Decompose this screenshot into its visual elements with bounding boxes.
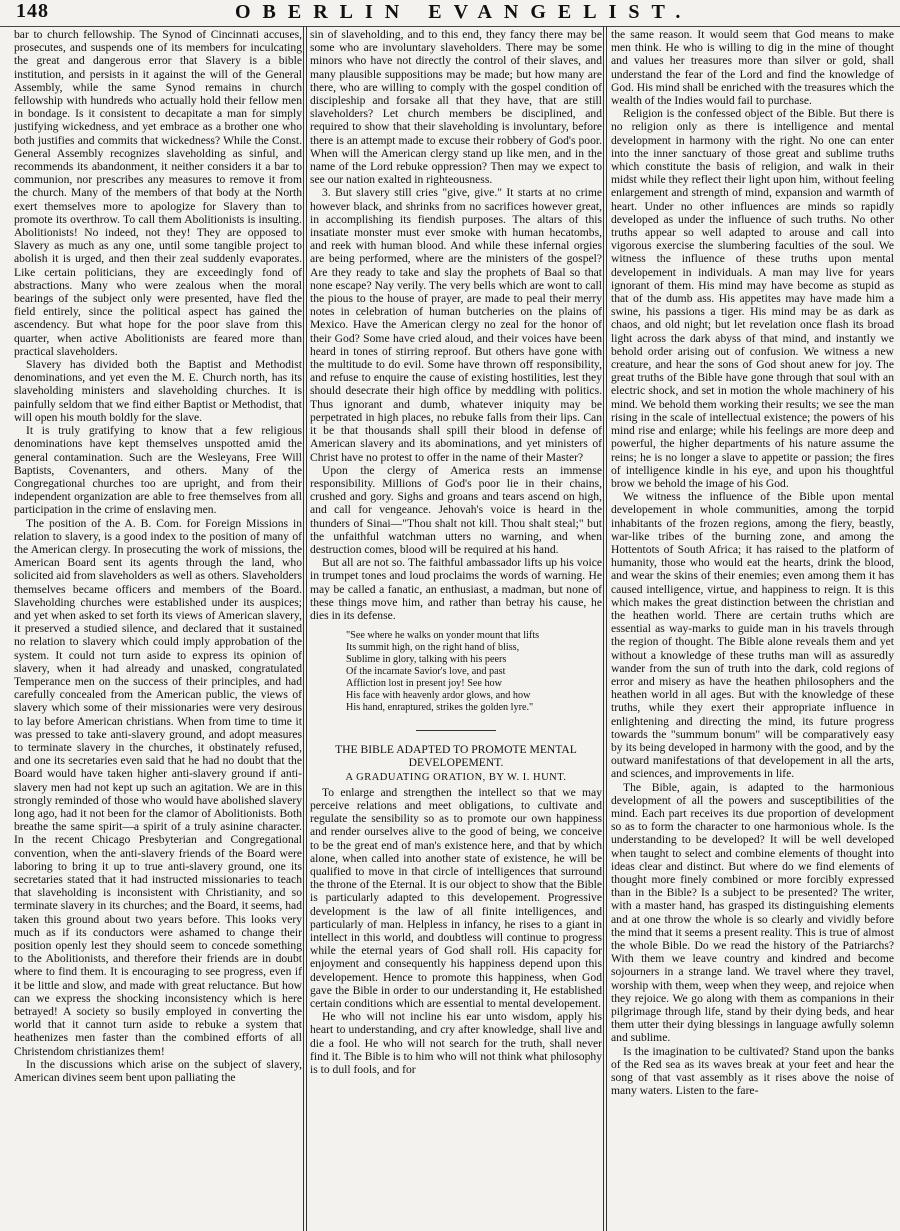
column-3 [611, 28, 894, 1228]
paragraph: The Bible, again, is adapted to the harmonious development of all the powers and susceptibilities of the mind. Each part receives its due proportion of development so as to form the character to one harmonious whole. Is the understanding to be developed? It will be well developed when taught to select and combine elements of thought into ideas clear and distinct. But where do we find elements of thought more finely combined or more forcibly expressed than in the Bible? Is a subject to be presented? The writer, with a master hand, has grasped its distinguishing elements and at one throw the whole is so clearly and vividly before the mind that it seems a present reality. This is true of almost the whole Bible. Do we read the history of the Patriarchs? With them we leave country and kindred and become sojourners in a strange land. We travel where they travel, worship with them, weep when they weep, and rejoice when they rejoice. We go along with them as companions in their pilgrimage through life, stand by their dying beds, and hear them utter their dying blessings in language awfully solemn and sublime. [611, 780, 894, 1045]
paragraph: Slavery has divided both the Baptist and Methodist denominations, and yet even the M. E. Church north, has its slaveholding ministers and slaveholding churches. It is painfully seldom that we find either Baptist or Methodist, that will open his mouth boldly for the slave. [14, 358, 302, 424]
paragraph: sin of slaveholding, and to this end, they fancy there may be some who are involuntary slaveholders. There may be some minors who have not directly the control of their slaves, and many plausible suppositions may be made; but how many are there, who are willing to comply with the gospel condition of discipleship and forsake all that they have, that are still slaveholders? Let church members be disciplined, and required to show that their slaveholding is involuntary, before there is an attempt made to excuse their robbery of God's poor. When will the American clergy stand up like men, and in the name of the Lord rebuke oppression? Then may we expect to see our nation exalted in righteousness. [310, 28, 602, 187]
paragraph: the same reason. It would seem that God means to make men think. He who is willing to dig in the mine of thought and values her treasures more than silver or gold, shall understand the fear of the Lord and find the knowledge of God. His mind shall be enriched with the treasures which the wealth of the Indies would fail to purchase. [611, 28, 894, 108]
paragraph: 3. But slavery still cries "give, give." It starts at no crime however black, and shrinks from no sacrifices however great, in accomplishing its fiendish purposes. The altars of this insatiate monster must ever smoke with human hecatombs, and reek with human blood. And while these infernal orgies are being performed, where are the ministers of the gospel? Are they ready to take and slay the prophets of Baal so that none escape? Nay verily. The very bells which are wont to call the pious to the house of prayer, are made to peal their merry notes in celebration of human butcheries on the plains of Mexico. Have the American clergy no zeal for the honor of their God? Some have cried aloud, and their voices have been heard in tones of stirring reproof. But others have gone with the multitude to do evil. Some have thrown off responsibility, and refuse to enquire the cause of existing hostilities, lest they should desecrate their high office by meddling with politics. Thus ignorant and dumb, whatever iniquity may be perpetrated in high places, no rebuke falls from their lips. Can it be that thousands shall spill their blood in defense of American slavery and its abominations, and yet ministers of Christ have no protest to offer in the name of their Master? [310, 186, 602, 464]
column-rule [606, 26, 607, 1231]
paragraph: Upon the clergy of America rests an immense responsibility. Millions of God's poor lie in their chains, crushed and gory. Sighs and groans and tears ascend on high, and call for vengeance. Jehovah's voice is heard in the thunders of Sinai—"Thou shalt not kill. Thou shalt steal;" but the unfaithful watchman utters no warning, and when destruction comes, blood will be required at his hand. [310, 463, 602, 556]
paragraph: He who will not incline his ear unto wisdom, apply his heart to understanding, and cry after knowledge, shall live and die a fool. He who will not search for the truth, shall never find it. The Bible is to him who will not think what philosophy is to dull fools, and for [310, 1010, 602, 1077]
poem-line: Of the incarnate Savior's love, and past [346, 666, 506, 678]
column-rule [303, 26, 304, 1231]
paragraph: It is truly gratifying to know that a few religious denominations have kept themselves unspotted amid the general contamination. Such are the Wesleyans, Free Will Baptists, Covenanters, and others. Many of the Congregational churches too are upright, and from their independent organization are able to free themselves from all participation in the crime of enslaving men. [14, 424, 302, 517]
masthead [0, 0, 900, 27]
newspaper-title: OBERLIN EVANGELIST. [235, 1, 693, 23]
poem-line: Sublime in glory, talking with his peers [346, 654, 507, 666]
paragraph: To enlarge and strengthen the intellect so that we may perceive relations and meet obligations, to cultivate and regulate the sensibility so as to promote our own happiness and render ourselves alive to the good of being, we conceive to be the great end of man's existence here, and that by which alone, when called into another state of existence, he will be qualified to move in that circle of intelligences that surround the throne of the Eternal. It is our object to show that the Bible is particularly adapted to this developement. Progressive development is the law of all finite intelligences, and particularly of man. Helpless in infancy, he rises to a giant in intellect in this world, and doubtless will continue to progress while the eternal years of God shall roll. His capacity for enjoyment and consequently his happiness depend upon this developement. Hence to promote this happiness, when God gave the Bible in order to our understanding it, He established certain conditions which are essential to mental developement. [310, 785, 602, 1010]
column-rule [603, 26, 604, 1231]
paragraph: bar to church fellowship. The Synod of Cincinnati accuses, prosecutes, and suspends one of its members for inculcating the great and dangerous error that Slavery is a bible institution, and persists in it against the will of the General Assembly, while the same Synod remains in church fellowship with hundreds who actually hold their fellow men in bondage. Is it consistent to decapitate a man for simply justifying wickedness, and yet embrace as a brother one who both justifies and commits that wickedness? While the Const. General Assembly recognizes slaveholding as sinful, and recommends its abandonment, it neither considers it a bar to communion, nor prescribes any measures to remove it from the church. Many of the members of that body at the North exert themselves more to apologize for Slavery than to promote its overthrow. To call them Abolitionists is insulting. Abolitionists! No indeed, not they! They are opposed to Slavery as much as any one, until some tangible project to abolish it is urged, and then their zeal suddenly evaporates. Like certain politicians, they are exceedingly fond of abstractions. Many who were zealous when the moral bearings of the subject only were presented, have fled the field entirely, since the political aspect has gained the ascendency. But what hope for the poor slave from this quarter, when active Abolitionists are feared more than practical slaveholders. [14, 28, 302, 358]
paragraph: Religion is the confessed object of the Bible. But there is no religion only as there is intelligence and mental development in harmony with the right. No one can enter into the inner sanctuary of those great and sublime truths which constitute the basis of religion, and walk in their midst while they reflect their light upon him, without feeling enlargement and strength of mind, expansion and warmth of heart. Under no other influences are minds so rapidly developed as under the influence of such truths. No other truths appear so well adapted to arouse and call into vigorous exercise the slumbering faculties of the soul. We witness the influence of these truths upon mental developement in individuals. A man may live for years ignorant of them. His mind may have become as stupid as that of the dumb ass. His appetites may have made him a swine, his passions a tiger. His mind may be as dark as chaos, and old night; but let revelation once flash its broad light across the dark abyss of that mind, and instantly we behold order arising out of confusion. We witness a new creature, and hear the sons of God shout anew for joy. The great truths of the Bible have gone through that soul with an electric shock, and set in motion the whole machinery of his mind. We behold them working their results; we see the man rising in the scale of intellectual existence; the powers of his mind rise and enlarge; while his feelings are more deep and powerful, the higher departments of his nature assume the reins; he is no longer a slave to appetite or passion; the fires of intelligence kindle in his eye, and upon his thoughtful brow we behold the image of his God. [611, 107, 894, 490]
section-divider [416, 730, 496, 731]
poem-line: Affliction lost in present joy! See how [346, 678, 502, 690]
article-title: THE BIBLE ADAPTED TO PROMOTE MENTAL DEVELOPEMENT. [335, 743, 577, 770]
paragraph: We witness the influence of the Bible upon mental developement in whole communities, among the torpid inhabitants of the frozen regions, among the fiery, beastly, war-like tribes of the burning zone, and among the Hottentots of South Africa; it has raised to the platform of humanity, those who would eat the hearts, drink the blood, and wear the skins of their enemies; even among them it has caused intelligence, virtue, and happiness to reign. It is this which makes the great distinction between the christian and the heathen world. There are certain truths which are essential as way-marks to guide man in his travels through the region of thought. The Bible alone reveals them and yet without a knowledge of these truths man will as assuredly wander from the sun of truth into the dark, cold regions of error and misery as have the heathen philosophers and the heathen world in all ages. But with the knowledge of these truths, while they exert their appropriate influence in enlightening and directing the mind, its future progress towards the "summum bonum" will be comparatively easy by its being developed in harmony with the good, and by the outward manifestations of that developement in all the arts, and sciences, and improvements in life. [611, 490, 894, 781]
column-rule [306, 26, 307, 1231]
column-2 [310, 28, 602, 1228]
column-1 [14, 28, 302, 1228]
paragraph: Is the imagination to be cultivated? Stand upon the banks of the Red sea as its waves break at your feet and hear the song of that vast assembly as it rises above the noise of many waters. Listen to the fare- [611, 1044, 894, 1098]
page-number: 148 [16, 0, 49, 22]
poem-quote [346, 630, 602, 714]
paragraph: The position of the A. B. Com. for Foreign Missions in relation to slavery, is a good index to the position of many of the American clergy. In prosecuting the work of missions, the American Board sent its agents through the land, who solicited aid from slaveholders as well as others. Slaveholders themselves became officers and members of the Board. Slaveholding churches were established under its auspices; and yet when asked to set forth its views of American slavery, it preserved a studied silence, and declared that it sustained no relation to slavery which could imply approbation of the system. It could not turn aside to express its opinion of slavery, when it had already and unasked, congratulated Temperance men on the success of their principles, and had carefully concealed from the American public, the views of slavery which some of their missionaries were very desirous to lay before American christians. When from time to time it was pressed to take anti-slavery ground, and adopt measures to terminate slavery in the churches, it obstinately refused, and one its secretaries even said that he had no doubt that the Board would have taken higher anti-slavery ground if anti-slavery men had not kept up such an agitation. We are in this strongly reminded of those who would have abolished slavery long ago, had it not been for the clamor of Abolitionists. Both breathe the same spirit—a spirit of a truly asinine character. In the recent Chicago Presbyterian and Congregational convention, when the anti-slavery friends of the Board were laboring to bring it up to true anti-slavery ground, one its secretaries stated that it had instructed missionaries to teach that slaveholding is inconsistent with Christianity, and so terminate slavery in its churches; and the Board, it seems, had taken this ground about two years before. This looks very much as if its conductors were ashamed to change their position openly lest they should seem to concede something to the Abolitionists, and therefore their friends are in doubt where to find them. It is encouraging to see progress, even if it be little and slow, and made with great reluctance. But how can we express the shocking inconsistency which is here betrayed! A society so busily employed in converting the world that it cannot turn aside to rebuke a system that heathenizes men faster than the combined efforts of all Christendom christianizes them! [14, 516, 302, 1058]
poem-line: "See where he walks on yonder mount that lifts [346, 630, 540, 642]
poem-line: His hand, enraptured, strikes the golden lyre." [346, 702, 534, 714]
poem-line: His face with heavenly ardor glows, and how [346, 690, 531, 702]
article-byline: A GRADUATING ORATION, BY W. I. HUNT. [345, 771, 567, 783]
poem-line: Its summit high, on the right hand of bliss, [346, 642, 520, 654]
paragraph: But all are not so. The faithful ambassador lifts up his voice in trumpet tones and loud proclaims the words of warning. He may be called a fanatic, an enthusiast, a madman, but none of these things move him, and rather than betray his cause, he dies in its defense. [310, 556, 602, 622]
paragraph: In the discussions which arise on the subject of slavery, American divines seem bent upon palliating the [14, 1057, 302, 1085]
